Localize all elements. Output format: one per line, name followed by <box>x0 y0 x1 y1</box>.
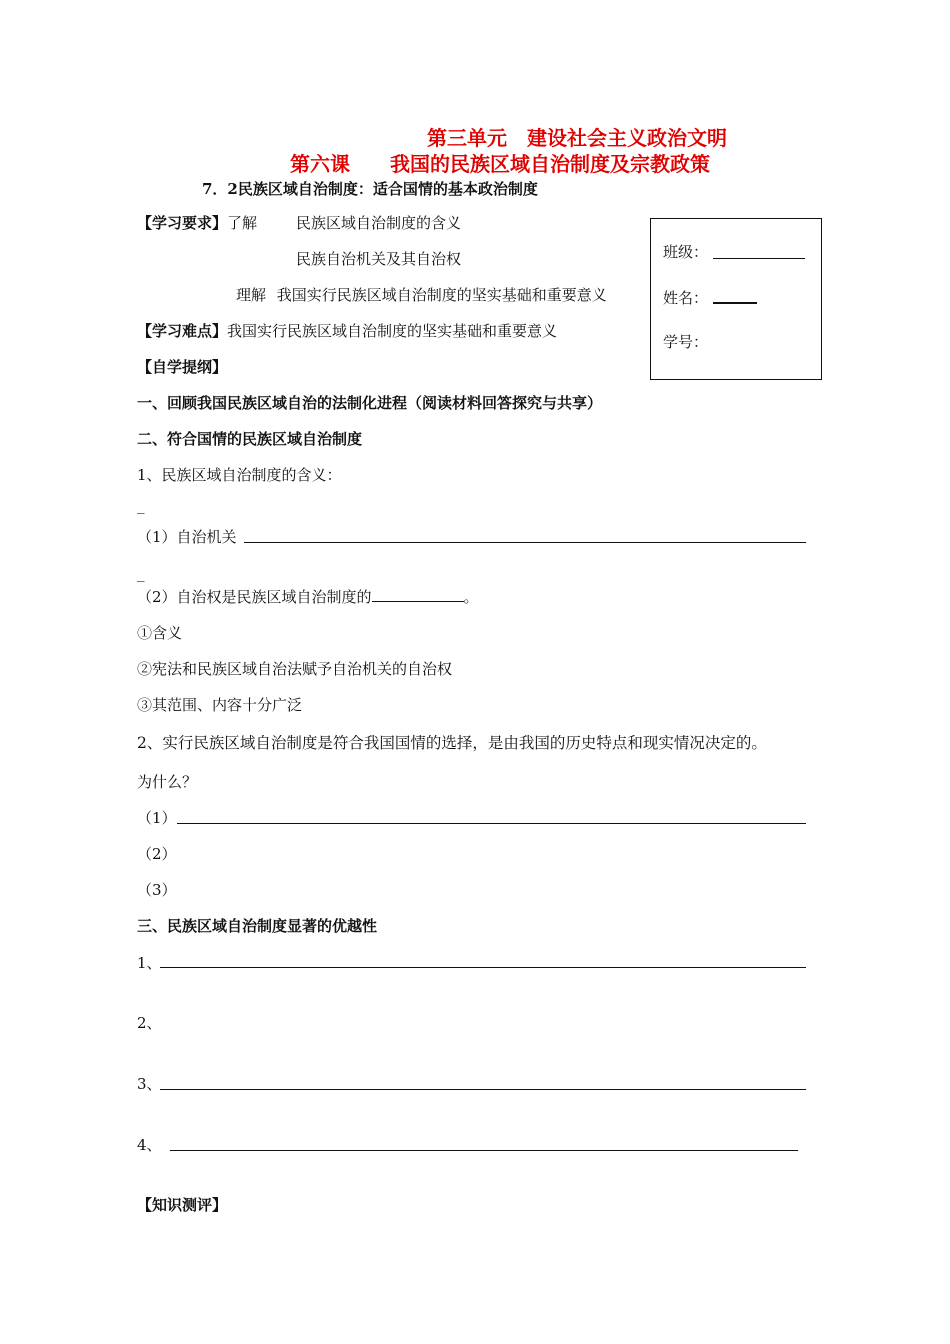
part1-heading: 一、回顾我国民族区域自治的法制化进程（阅读材料回答探究与共享） <box>137 394 603 412</box>
reason-3-label: （3） <box>137 881 177 899</box>
part2-question-1: 1、民族区域自治制度的含义： <box>137 466 342 484</box>
point-scope: ③其范围、内容十分广泛 <box>137 696 303 714</box>
name-label: 姓名： <box>663 289 709 307</box>
part2-heading: 二、符合国情的民族区域自治制度 <box>137 430 363 448</box>
autonomy-suffix: 。 <box>463 588 479 606</box>
understand-verb: 了解 <box>227 214 258 232</box>
name-blank[interactable] <box>713 302 757 304</box>
reason-2-label: （2） <box>137 845 177 863</box>
sub-item-autonomy <box>137 586 479 607</box>
requirement-item-2: 民族自治机关及其自治权 <box>296 250 462 268</box>
requirements-line-3 <box>236 284 607 305</box>
dash-mark-2: _ <box>137 564 145 582</box>
organs-answer-line[interactable] <box>244 542 806 543</box>
reason-1-label: （1） <box>137 809 177 827</box>
advantage-4-line[interactable] <box>170 1150 798 1151</box>
difficulty-text: 我国实行民族区域自治制度的坚实基础和重要意义 <box>227 322 558 340</box>
advantage-1-label: 1、 <box>137 954 162 972</box>
why-question: 为什么？ <box>137 773 198 791</box>
unit-title: 第三单元 建设社会主义政治文明 <box>427 126 727 150</box>
difficulty-line <box>137 320 557 341</box>
class-label: 班级： <box>663 243 709 261</box>
lesson-title: 第六课 我国的民族区域自治制度及宗教政策 <box>290 152 710 176</box>
comprehend-verb: 理解 <box>236 286 267 304</box>
advantage-2-label: 2、 <box>137 1014 162 1032</box>
advantage-1-line[interactable] <box>160 967 806 968</box>
requirement-item-1: 民族区域自治制度的含义 <box>296 214 462 232</box>
autonomy-blank[interactable] <box>372 589 464 602</box>
section-title: 7．2民族区域自治制度：适合国情的基本政治制度 <box>202 180 538 198</box>
sub-item-organs: （1）自治机关 <box>137 528 237 546</box>
difficulty-label: 【学习难点】 <box>137 322 228 340</box>
id-label: 学号： <box>663 333 709 351</box>
reason-1-line[interactable] <box>177 823 806 824</box>
autonomy-prefix: （2）自治权是民族区域自治制度的 <box>137 588 372 606</box>
outline-label: 【自学提纲】 <box>137 358 228 376</box>
requirements-line-1 <box>137 212 257 233</box>
advantage-3-line[interactable] <box>160 1089 806 1090</box>
student-info-box <box>650 218 822 380</box>
part3-heading: 三、民族区域自治制度显著的优越性 <box>137 917 378 935</box>
requirement-item-3: 我国实行民族区域自治制度的坚实基础和重要意义 <box>276 286 607 304</box>
part2-question-2: 2、实行民族区域自治制度是符合我国国情的选择，是由我国的历史特点和现实情况决定的。 <box>137 734 767 752</box>
advantage-4-label: 4、 <box>137 1136 162 1154</box>
advantage-3-label: 3、 <box>137 1075 162 1093</box>
assessment-label: 【知识测评】 <box>137 1196 228 1214</box>
class-blank[interactable] <box>713 258 805 259</box>
point-meaning: ①含义 <box>137 624 183 642</box>
point-constitution: ②宪法和民族区域自治法赋予自治机关的自治权 <box>137 660 453 678</box>
requirements-label: 【学习要求】 <box>137 214 228 232</box>
dash-mark-1: _ <box>137 496 145 514</box>
